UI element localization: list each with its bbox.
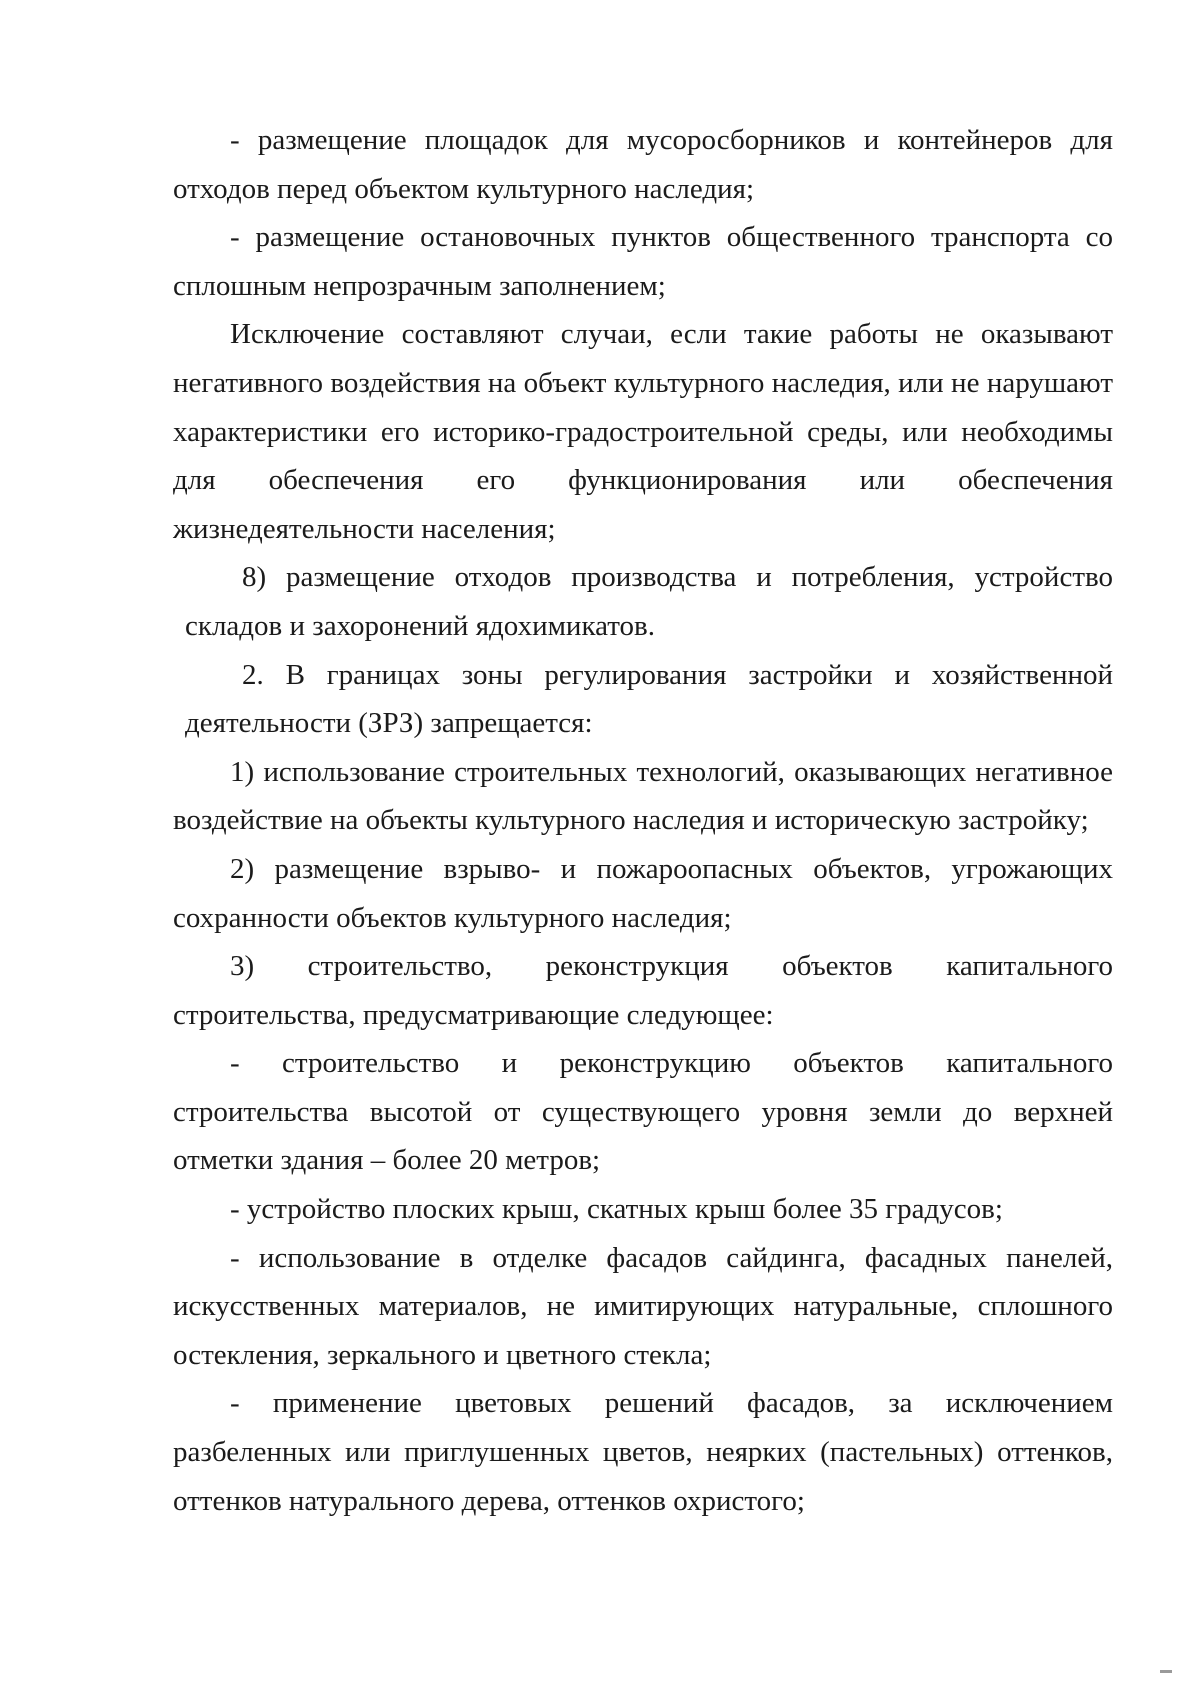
paragraph-item-2: 2) размещение взрыво- и пожароопасных объектов, угрожающих сохранности объектов культурного наследия;	[173, 852, 1113, 934]
paragraph-item-1: 1) использование строительных технологий, оказывающих негативное воздействие на объекты культурного наследия и историческую застройку;	[173, 755, 1113, 837]
paragraph-item-8: 8) размещение отходов производства и потребления, устройство складов и захоронений ядохимикатов.	[185, 561, 1113, 642]
scan-mark	[1160, 1670, 1172, 1673]
paragraph-facade-materials: - использование в отделке фасадов сайдинга, фасадных панелей, искусственных материалов, не имитирующих натуральные, сплошного остекления, зеркального и цветного стекла;	[173, 1241, 1113, 1371]
paragraph-exceptions: Исключение составляют случаи, если такие работы не оказывают негативного воздействия на объект культурного наследия, или не нарушают характеристики его историко-градостроительной среды, или необходимы для обеспечения его функционирования или обеспечения жизнедеятельности населения;	[173, 318, 1113, 545]
paragraph-item-3: 3) строительство, реконструкция объектов капитального строительства, предусматривающие следующее:	[173, 950, 1113, 1031]
paragraph-facade-colors: - применение цветовых решений фасадов, за исключением разбеленных или приглушенных цветов, неярких (пастельных) оттенков, оттенков натурального дерева, оттенков охристого;	[173, 1387, 1113, 1517]
paragraph-roofs: - устройство плоских крыш, скатных крыш более 35 градусов;	[230, 1193, 1003, 1226]
paragraph-section-2: 2. В границах зоны регулирования застройки и хозяйственной деятельности (ЗРЗ) запрещается:	[185, 658, 1113, 740]
paragraph-waste-sites: - размещение площадок для мусоросборников и контейнеров для отходов перед объектом культурного наследия;	[173, 124, 1113, 205]
paragraph-height-limit: - строительство и реконструкцию объектов капитального строительства высотой от существующего уровня земли до верхней отметки здания – более 20 метров;	[173, 1047, 1113, 1177]
paragraph-transport-stops: - размещение остановочных пунктов общественного транспорта со сплошным непрозрачным заполнением;	[173, 221, 1113, 302]
document-body	[173, 116, 1113, 1525]
